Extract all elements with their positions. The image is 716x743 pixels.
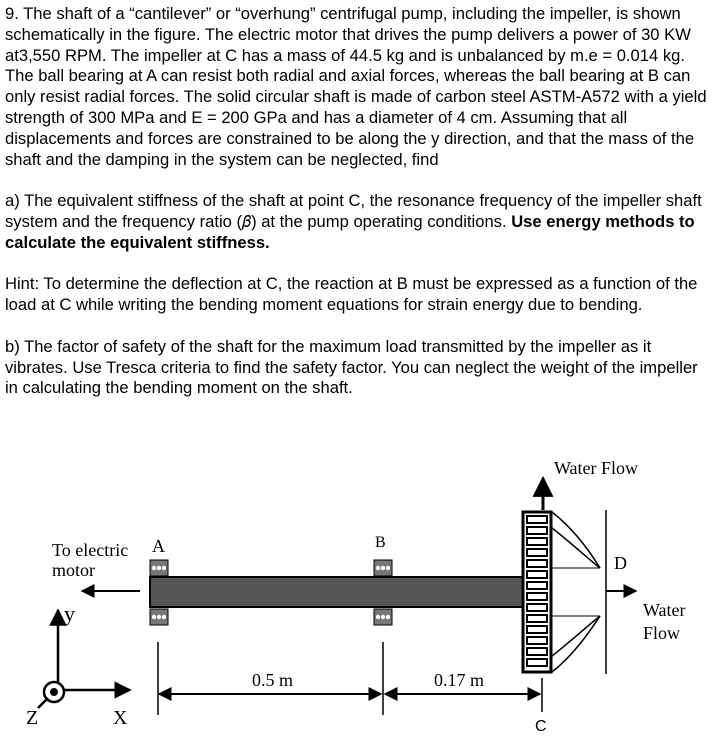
water-flow-right-label1: Water <box>643 600 686 620</box>
coordinate-axes <box>38 610 130 708</box>
part-a <box>5 191 711 253</box>
axis-z-label: Z <box>26 707 39 729</box>
part-b: b) The factor of safety of the shaft for the maximum load transmitted by the impeller as it vibrates. Use Tresca criteria to find the safety factor. You can neglect the weight of the impeller in calculating the bending moment on the shaft. <box>5 336 698 398</box>
shaft <box>150 577 526 607</box>
hint: Hint: To determine the deflection at C, the reaction at B must be expressed as a function of the load at C while writing the bending moment equations for strain energy due to bending. <box>5 274 698 315</box>
part-a-text: a) The equivalent stiffness of the shaft at point C, the resonance frequency of the impeller shaft system and the frequency ratio (𝛽) at the pump operating conditions. <box>5 191 702 231</box>
label-a: A <box>152 536 165 556</box>
axis-y-label: y <box>64 601 75 626</box>
label-c: C <box>535 718 547 735</box>
motor-label-line2: motor <box>52 560 95 580</box>
label-b: B <box>375 534 386 551</box>
label-d: D <box>614 553 627 573</box>
impeller <box>523 510 606 674</box>
motor-label-line1: To electric <box>52 540 129 560</box>
problem-intro: 9. The shaft of a “cantilever” or “overhung” centrifugal pump, including the impeller, is shown schematically in the figure. The electric motor that drives the pump delivers a power of 30 KW at3,550 RPM. The impeller at C has a mass of 44.5 kg and is unbalanced by m.e = 0.014 kg. The ball bearing at A can resist both radial and axial forces, whereas the ball bearing at B can only resist radial forces. The solid circular shaft is made of carbon steel ASTM-A572 with a yield strength of 300 MPa and E = 200 GPa and has a diameter of 4 cm. Assuming that all displacements and forces are constrained to be along the y direction, and that the mass of the shaft and the damping in the system can be neglected, find <box>5 4 707 169</box>
axis-x-label: X <box>113 707 128 729</box>
part-a-emphasis: Use energy methods to calculate the equivalent stiffness. <box>5 211 695 252</box>
dimension-ab: 0.5 m <box>252 670 294 690</box>
water-flow-top-label: Water Flow <box>554 458 639 478</box>
problem-text <box>5 4 711 420</box>
water-flow-right-label2: Flow <box>643 623 681 643</box>
pump-shaft-figure <box>0 450 716 743</box>
dimension-lines <box>158 642 542 715</box>
dimension-bc: 0.17 m <box>434 670 485 690</box>
